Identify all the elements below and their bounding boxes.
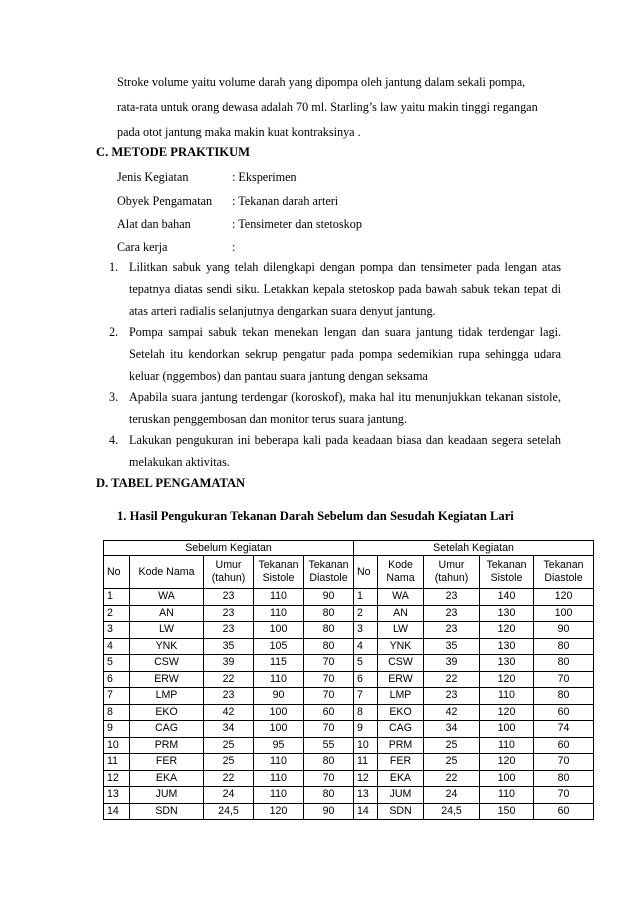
- header-code-name: Kode Nama: [130, 556, 204, 589]
- cell-after-code: JUM: [378, 787, 424, 804]
- observation-table: [103, 540, 594, 820]
- intro-paragraph: [117, 70, 561, 145]
- field-value: : Eksperimen: [232, 170, 297, 184]
- cell-before-age: 35: [204, 638, 254, 655]
- cell-before-no: 14: [104, 803, 130, 820]
- table-row: [104, 655, 594, 672]
- cell-before-age: 22: [204, 671, 254, 688]
- field-alat-bahan: [117, 217, 362, 232]
- cell-after-diastole: 100: [534, 605, 594, 622]
- field-obyek-pengamatan: [117, 194, 338, 209]
- table-row: [104, 622, 594, 639]
- cell-after-diastole: 60: [534, 704, 594, 721]
- cell-after-diastole: 80: [534, 638, 594, 655]
- cell-before-systole: 100: [254, 721, 304, 738]
- cell-after-no: 10: [354, 737, 378, 754]
- cell-before-no: 8: [104, 704, 130, 721]
- cell-after-code: PRM: [378, 737, 424, 754]
- cell-after-systole: 140: [480, 589, 534, 606]
- cell-after-no: 4: [354, 638, 378, 655]
- cell-after-systole: 110: [480, 787, 534, 804]
- cell-after-no: 8: [354, 704, 378, 721]
- table-row: [104, 671, 594, 688]
- intro-line: pada otot jantung maka makin kuat kontraksinya .: [117, 125, 361, 139]
- field-value: : Tensimeter dan stetoskop: [232, 217, 362, 231]
- cell-before-diastole: 80: [304, 605, 354, 622]
- cell-before-code: EKO: [130, 704, 204, 721]
- field-value: :: [232, 240, 236, 254]
- step-number: 3.: [109, 390, 119, 404]
- table-row: [104, 605, 594, 622]
- cell-after-no: 12: [354, 770, 378, 787]
- cell-after-age: 25: [424, 737, 480, 754]
- cell-before-no: 4: [104, 638, 130, 655]
- cell-before-code: PRM: [130, 737, 204, 754]
- cell-after-code: YNK: [378, 638, 424, 655]
- cell-after-systole: 130: [480, 605, 534, 622]
- table-row: [104, 688, 594, 705]
- cell-before-diastole: 60: [304, 704, 354, 721]
- table-row: [104, 704, 594, 721]
- cell-before-no: 3: [104, 622, 130, 639]
- table-row: [104, 803, 594, 820]
- cell-before-systole: 105: [254, 638, 304, 655]
- cell-after-systole: 100: [480, 721, 534, 738]
- step-number: 4.: [109, 433, 119, 447]
- step-text: Lakukan pengukuran ini beberapa kali pada keadaan biasa dan keadaan segera setelah melakukan aktivitas.: [129, 433, 561, 469]
- cell-after-no: 9: [354, 721, 378, 738]
- cell-after-age: 42: [424, 704, 480, 721]
- cell-before-diastole: 80: [304, 754, 354, 771]
- cell-after-systole: 120: [480, 622, 534, 639]
- cell-before-age: 25: [204, 754, 254, 771]
- cell-after-diastole: 90: [534, 622, 594, 639]
- header-age: Umur (tahun): [204, 556, 254, 589]
- cell-before-code: SDN: [130, 803, 204, 820]
- cell-before-code: FER: [130, 754, 204, 771]
- step-text: Apabila suara jantung terdengar (koroskof), maka hal itu menunjukkan tekanan sistole, teruskan penggembosan dan monitor terus suara jantung.: [129, 390, 561, 426]
- cell-before-age: 42: [204, 704, 254, 721]
- intro-line: rata-rata untuk orang dewasa adalah 70 ml. Starling’s law yaitu makin tinggi regangan: [117, 100, 538, 114]
- header-diastole: Tekanan Diastole: [534, 556, 594, 589]
- cell-before-systole: 110: [254, 589, 304, 606]
- header-systole: Tekanan Sistole: [254, 556, 304, 589]
- cell-after-code: CSW: [378, 655, 424, 672]
- cell-after-age: 24,5: [424, 803, 480, 820]
- cell-after-age: 35: [424, 638, 480, 655]
- cell-after-code: FER: [378, 754, 424, 771]
- cell-before-age: 34: [204, 721, 254, 738]
- step-text: Lilitkan sabuk yang telah dilengkapi dengan pompa dan tensimeter pada lengan atas tepatnya diatas sendi siku. Letakkan kepala stetoskop pada bawah sabuk tekan tepat di atas arteri radialis selanjutnya dengarkan suara denyut jantung.: [129, 260, 561, 318]
- cell-after-no: 13: [354, 787, 378, 804]
- cell-before-code: CAG: [130, 721, 204, 738]
- cell-before-systole: 100: [254, 622, 304, 639]
- intro-line: Stroke volume yaitu volume darah yang dipompa oleh jantung dalam sekali pompa,: [117, 75, 526, 89]
- cell-after-systole: 120: [480, 671, 534, 688]
- cell-after-code: SDN: [378, 803, 424, 820]
- cell-after-age: 24: [424, 787, 480, 804]
- cell-after-no: 5: [354, 655, 378, 672]
- cell-before-no: 1: [104, 589, 130, 606]
- group-header-before: Sebelum Kegiatan: [104, 541, 354, 556]
- cell-after-age: 39: [424, 655, 480, 672]
- cell-after-age: 23: [424, 622, 480, 639]
- cell-after-no: 3: [354, 622, 378, 639]
- table-row: [104, 638, 594, 655]
- header-code-name: Kode Nama: [378, 556, 424, 589]
- cell-before-diastole: 80: [304, 638, 354, 655]
- cell-before-diastole: 80: [304, 787, 354, 804]
- cell-after-age: 22: [424, 770, 480, 787]
- cell-after-diastole: 60: [534, 803, 594, 820]
- table-row: [104, 721, 594, 738]
- cell-before-no: 11: [104, 754, 130, 771]
- field-value: : Tekanan darah arteri: [232, 194, 339, 208]
- header-systole: Tekanan Sistole: [480, 556, 534, 589]
- cell-after-diastole: 80: [534, 770, 594, 787]
- group-header-after: Setelah Kegiatan: [354, 541, 594, 556]
- cell-after-no: 6: [354, 671, 378, 688]
- cell-after-systole: 130: [480, 655, 534, 672]
- cell-after-diastole: 60: [534, 737, 594, 754]
- cell-before-systole: 110: [254, 671, 304, 688]
- table-row: [104, 787, 594, 804]
- cell-after-no: 11: [354, 754, 378, 771]
- section-d-title: D. TABEL PENGAMATAN: [96, 476, 246, 490]
- cell-after-code: EKA: [378, 770, 424, 787]
- cell-before-systole: 110: [254, 787, 304, 804]
- cell-after-age: 34: [424, 721, 480, 738]
- step-item: [109, 256, 561, 322]
- cell-before-diastole: 70: [304, 671, 354, 688]
- cell-after-code: CAG: [378, 721, 424, 738]
- cell-before-no: 10: [104, 737, 130, 754]
- cell-after-age: 23: [424, 605, 480, 622]
- cell-after-age: 22: [424, 671, 480, 688]
- cell-before-no: 12: [104, 770, 130, 787]
- step-item: [109, 429, 561, 473]
- cell-before-code: LW: [130, 622, 204, 639]
- step-item: [109, 386, 561, 430]
- cell-before-code: CSW: [130, 655, 204, 672]
- cell-before-no: 13: [104, 787, 130, 804]
- cell-before-systole: 115: [254, 655, 304, 672]
- cell-after-systole: 120: [480, 754, 534, 771]
- cell-after-diastole: 70: [534, 671, 594, 688]
- cell-before-no: 7: [104, 688, 130, 705]
- cell-before-code: EKA: [130, 770, 204, 787]
- cell-after-diastole: 80: [534, 688, 594, 705]
- cell-after-code: EKO: [378, 704, 424, 721]
- header-age: Umur (tahun): [424, 556, 480, 589]
- cell-before-systole: 95: [254, 737, 304, 754]
- field-label: Alat dan bahan: [117, 217, 191, 231]
- cell-after-systole: 110: [480, 688, 534, 705]
- cell-before-age: 22: [204, 770, 254, 787]
- header-no: No: [104, 556, 130, 589]
- cell-after-systole: 150: [480, 803, 534, 820]
- cell-after-diastole: 74: [534, 721, 594, 738]
- field-label: Cara kerja: [117, 240, 168, 254]
- cell-before-code: AN: [130, 605, 204, 622]
- cell-before-no: 6: [104, 671, 130, 688]
- cell-before-code: JUM: [130, 787, 204, 804]
- cell-before-diastole: 70: [304, 688, 354, 705]
- table-row: [104, 754, 594, 771]
- cell-before-diastole: 90: [304, 589, 354, 606]
- cell-after-code: ERW: [378, 671, 424, 688]
- cell-after-code: LW: [378, 622, 424, 639]
- table-row: [104, 589, 594, 606]
- table-body: [104, 589, 594, 820]
- step-number: 2.: [109, 325, 119, 339]
- cell-before-age: 24,5: [204, 803, 254, 820]
- cell-after-no: 2: [354, 605, 378, 622]
- cell-before-age: 23: [204, 688, 254, 705]
- cell-after-systole: 100: [480, 770, 534, 787]
- step-text: Pompa sampai sabuk tekan menekan lengan dan suara jantung tidak terdengar lagi. Setelah itu kendorkan sekrup pengatur pada pompa sedemikian rupa sehingga udara keluar (nggembos) dan pantau suara jantung dengan seksama: [129, 325, 561, 383]
- table-row: [104, 770, 594, 787]
- cell-before-age: 23: [204, 605, 254, 622]
- cell-before-diastole: 70: [304, 655, 354, 672]
- cell-before-systole: 110: [254, 754, 304, 771]
- cell-before-no: 9: [104, 721, 130, 738]
- cell-before-age: 23: [204, 589, 254, 606]
- cell-after-diastole: 70: [534, 787, 594, 804]
- cell-before-age: 25: [204, 737, 254, 754]
- cell-before-diastole: 55: [304, 737, 354, 754]
- cell-before-code: WA: [130, 589, 204, 606]
- cell-after-no: 14: [354, 803, 378, 820]
- cell-after-diastole: 120: [534, 589, 594, 606]
- cell-after-code: LMP: [378, 688, 424, 705]
- cell-before-age: 23: [204, 622, 254, 639]
- table-title: 1. Hasil Pengukuran Tekanan Darah Sebelum dan Sesudah Kegiatan Lari: [117, 509, 514, 523]
- step-item: [109, 321, 561, 387]
- cell-after-no: 1: [354, 589, 378, 606]
- cell-before-diastole: 70: [304, 721, 354, 738]
- cell-before-no: 5: [104, 655, 130, 672]
- cell-before-systole: 120: [254, 803, 304, 820]
- cell-before-systole: 110: [254, 605, 304, 622]
- section-c-title: C. METODE PRAKTIKUM: [96, 145, 251, 159]
- cell-before-code: LMP: [130, 688, 204, 705]
- cell-after-systole: 120: [480, 704, 534, 721]
- field-label: Obyek Pengamatan: [117, 194, 213, 208]
- cell-after-systole: 130: [480, 638, 534, 655]
- step-number: 1.: [109, 260, 119, 274]
- header-no: No: [354, 556, 378, 589]
- cell-before-code: YNK: [130, 638, 204, 655]
- field-jenis-kegiatan: [117, 170, 297, 185]
- cell-before-age: 39: [204, 655, 254, 672]
- cell-after-age: 23: [424, 688, 480, 705]
- cell-before-diastole: 70: [304, 770, 354, 787]
- cell-before-systole: 100: [254, 704, 304, 721]
- cell-before-age: 24: [204, 787, 254, 804]
- header-diastole: Tekanan Diastole: [304, 556, 354, 589]
- cell-before-systole: 110: [254, 770, 304, 787]
- cell-after-no: 7: [354, 688, 378, 705]
- cell-before-systole: 90: [254, 688, 304, 705]
- cell-after-age: 25: [424, 754, 480, 771]
- cell-after-code: AN: [378, 605, 424, 622]
- cell-before-diastole: 90: [304, 803, 354, 820]
- field-label: Jenis Kegiatan: [117, 170, 189, 184]
- cell-after-systole: 110: [480, 737, 534, 754]
- table-row: [104, 737, 594, 754]
- cell-before-code: ERW: [130, 671, 204, 688]
- cell-after-age: 23: [424, 589, 480, 606]
- cell-after-diastole: 70: [534, 754, 594, 771]
- cell-after-diastole: 80: [534, 655, 594, 672]
- field-cara-kerja: [117, 240, 235, 255]
- cell-after-code: WA: [378, 589, 424, 606]
- cell-before-diastole: 80: [304, 622, 354, 639]
- cell-before-no: 2: [104, 605, 130, 622]
